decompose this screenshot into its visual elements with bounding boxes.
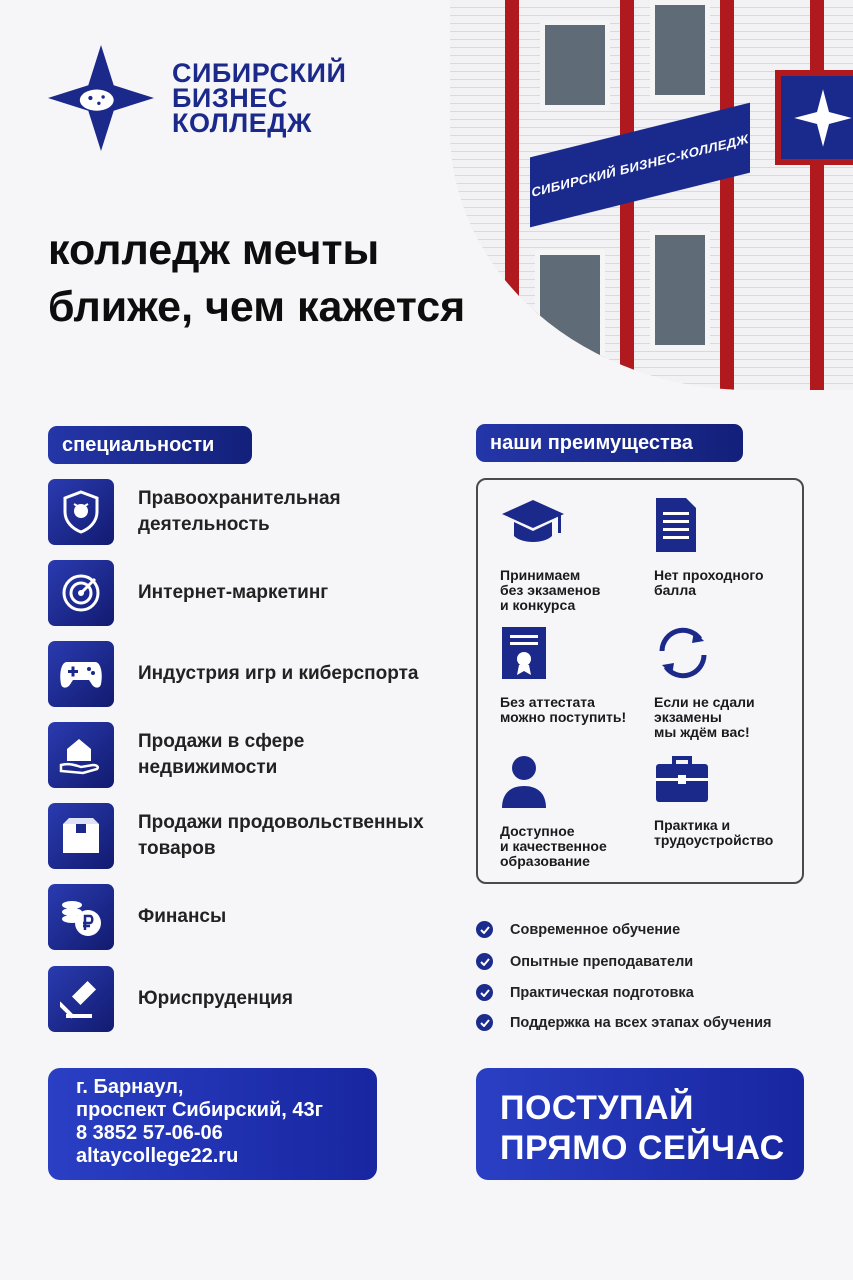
- advantage-label: Практика и трудоустройство: [654, 817, 774, 848]
- check-icon: [476, 984, 493, 1001]
- logo-line: СИБИРСКИЙ: [172, 57, 347, 88]
- advantages-panel: [476, 478, 804, 884]
- feature-bullet: [476, 984, 694, 1001]
- college-logo: [48, 45, 346, 151]
- contact-website[interactable]: altaycollege22.ru: [76, 1145, 239, 1167]
- star-logo-icon: [793, 88, 853, 148]
- speciality-label: Продажи в сфере недвижимости: [138, 731, 305, 778]
- cta-line: ПОСТУПАЙ: [500, 1089, 694, 1127]
- person-icon: [500, 754, 548, 810]
- gamepad-icon: [48, 641, 114, 707]
- check-icon: [476, 921, 493, 938]
- facade-pillar: [505, 0, 519, 390]
- advantage-item: [654, 754, 773, 848]
- headline-line: ближе, чем кажется: [48, 283, 466, 331]
- advantage-item: [654, 496, 764, 598]
- facade-window: [650, 230, 710, 350]
- advantage-label: Доступное и качественное образование: [500, 823, 607, 869]
- cta-line: ПРЯМО СЕЙЧАС: [500, 1129, 785, 1167]
- facade-pillar: [810, 0, 824, 390]
- advantage-item: [500, 625, 626, 725]
- advantage-item: [500, 754, 607, 869]
- speciality-label: Продажи продовольственных товаров: [138, 812, 424, 859]
- feature-bullet: [476, 953, 693, 970]
- advantage-item: [654, 625, 755, 740]
- specialities-heading: специальности: [48, 426, 252, 464]
- box-icon: [48, 803, 114, 869]
- advantage-label: Принимаем без экзаменов и конкурса: [500, 567, 601, 613]
- feature-bullet-text: Современное обучение: [510, 921, 681, 938]
- facade-window: [540, 20, 610, 110]
- gavel-icon: [48, 966, 114, 1032]
- feature-bullet-text: Опытные преподаватели: [510, 953, 694, 970]
- speciality-item: [48, 722, 438, 788]
- feature-bullet: [476, 921, 680, 938]
- contact-address: проспект Сибирский, 43г: [76, 1099, 323, 1121]
- apply-now-banner[interactable]: [476, 1068, 804, 1180]
- logo-text: [172, 57, 347, 138]
- facade-window: [650, 0, 710, 100]
- certificate-icon: [500, 625, 548, 681]
- advantage-item: [500, 496, 600, 613]
- headline: [48, 222, 465, 336]
- facade-pillar: [720, 0, 734, 390]
- building-sign-text: СИБИРСКИЙ БИЗНЕС-КОЛЛЕДЖ: [531, 130, 749, 200]
- speciality-item: [48, 966, 438, 1032]
- logo-line: БИЗНЕС: [172, 82, 288, 113]
- check-icon: [476, 1014, 493, 1031]
- advantage-label: Если не сдали экзамены мы ждём вас!: [654, 694, 755, 740]
- refresh-icon: [654, 625, 712, 681]
- contact-city: г. Барнаул,: [76, 1076, 184, 1098]
- speciality-label: Правоохранительная деятельность: [138, 488, 341, 535]
- speciality-label: Индустрия игр и киберспорта: [138, 663, 419, 684]
- check-icon: [476, 953, 493, 970]
- contact-phone[interactable]: 8 3852 57-06-06: [76, 1122, 223, 1144]
- speciality-label: Юриспруденция: [138, 988, 293, 1009]
- house-in-hand-icon: [48, 722, 114, 788]
- target-icon: [48, 560, 114, 626]
- feature-bullet-text: Поддержка на всех этапах обучения: [510, 1014, 772, 1031]
- speciality-item: [48, 803, 438, 869]
- document-icon: [654, 496, 698, 554]
- building-logo-sign: [775, 70, 853, 165]
- speciality-item: [48, 479, 438, 545]
- speciality-label: Финансы: [138, 906, 227, 927]
- facade-window: [535, 250, 605, 360]
- advantage-label: Без аттестата можно поступить!: [500, 694, 627, 725]
- feature-bullet: [476, 1014, 772, 1031]
- headline-line: колледж мечты: [48, 226, 380, 274]
- feature-bullet-text: Практическая подготовка: [510, 984, 694, 1001]
- graduation-cap-icon: [500, 496, 566, 554]
- contact-info: [48, 1068, 377, 1180]
- coins-ruble-icon: [48, 884, 114, 950]
- speciality-item: [48, 560, 438, 626]
- leopard-star-logo-icon: [48, 45, 154, 151]
- building-photo: [450, 0, 853, 390]
- speciality-item: [48, 884, 438, 950]
- advantage-label: Нет проходного балла: [654, 567, 764, 598]
- speciality-label: Интернет-маркетинг: [138, 582, 329, 603]
- speciality-item: [48, 641, 438, 707]
- briefcase-icon: [654, 754, 710, 804]
- shield-emblem-icon: [48, 479, 114, 545]
- logo-line: КОЛЛЕДЖ: [172, 107, 312, 138]
- advantages-heading: наши преимущества: [476, 424, 743, 462]
